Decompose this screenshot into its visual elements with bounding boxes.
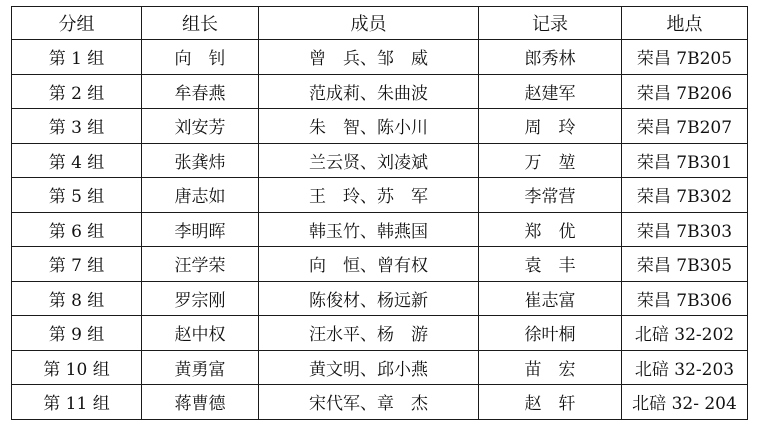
table-row <box>12 281 748 316</box>
members-cell: 范成莉、朱曲波 <box>259 74 479 109</box>
group-cell: 第 1 组 <box>12 40 142 75</box>
location-cell: 北碚 32- 204 <box>622 385 748 420</box>
members-cell: 汪水平、杨 游 <box>259 316 479 351</box>
table-row <box>12 109 748 144</box>
group-cell: 第 5 组 <box>12 178 142 213</box>
members-cell: 宋代军、章 杰 <box>259 385 479 420</box>
recorder-cell: 徐叶桐 <box>479 316 622 351</box>
table-row <box>12 40 748 75</box>
location-cell: 荣昌 7B207 <box>622 109 748 144</box>
group-cell: 第 4 组 <box>12 143 142 178</box>
header-leader: 组长 <box>142 7 259 40</box>
recorder-cell: 李常营 <box>479 178 622 213</box>
recorder-cell: 袁 丰 <box>479 247 622 282</box>
recorder-cell: 郑 优 <box>479 212 622 247</box>
recorder-cell: 赵建军 <box>479 74 622 109</box>
recorder-cell: 郎秀林 <box>479 40 622 75</box>
group-roster-table <box>11 6 748 420</box>
leader-cell: 张龚炜 <box>142 143 259 178</box>
location-cell: 北碚 32-203 <box>622 350 748 385</box>
members-cell: 王 玲、苏 军 <box>259 178 479 213</box>
location-cell: 荣昌 7B302 <box>622 178 748 213</box>
recorder-cell: 崔志富 <box>479 281 622 316</box>
location-cell: 荣昌 7B206 <box>622 74 748 109</box>
leader-cell: 向 钊 <box>142 40 259 75</box>
recorder-cell: 赵 轩 <box>479 385 622 420</box>
group-cell: 第 7 组 <box>12 247 142 282</box>
table-header <box>12 7 748 40</box>
group-cell: 第 2 组 <box>12 74 142 109</box>
header-group: 分组 <box>12 7 142 40</box>
recorder-cell: 万 堃 <box>479 143 622 178</box>
leader-cell: 唐志如 <box>142 178 259 213</box>
location-cell: 荣昌 7B301 <box>622 143 748 178</box>
header-members: 成员 <box>259 7 479 40</box>
header-row <box>12 7 748 40</box>
table-row <box>12 316 748 351</box>
members-cell: 兰云贤、刘凌斌 <box>259 143 479 178</box>
location-cell: 荣昌 7B303 <box>622 212 748 247</box>
members-cell: 陈俊材、杨远新 <box>259 281 479 316</box>
leader-cell: 蒋曹德 <box>142 385 259 420</box>
group-cell: 第 8 组 <box>12 281 142 316</box>
location-cell: 荣昌 7B205 <box>622 40 748 75</box>
group-roster-sheet <box>11 6 747 420</box>
leader-cell: 刘安芳 <box>142 109 259 144</box>
group-cell: 第 3 组 <box>12 109 142 144</box>
members-cell: 向 恒、曾有权 <box>259 247 479 282</box>
group-cell: 第 6 组 <box>12 212 142 247</box>
table-body <box>12 40 748 420</box>
leader-cell: 罗宗刚 <box>142 281 259 316</box>
group-cell: 第 11 组 <box>12 385 142 420</box>
leader-cell: 黄勇富 <box>142 350 259 385</box>
leader-cell: 牟春燕 <box>142 74 259 109</box>
leader-cell: 汪学荣 <box>142 247 259 282</box>
members-cell: 曾 兵、邹 威 <box>259 40 479 75</box>
table-row <box>12 385 748 420</box>
recorder-cell: 周 玲 <box>479 109 622 144</box>
table-row <box>12 212 748 247</box>
table-row <box>12 350 748 385</box>
members-cell: 朱 智、陈小川 <box>259 109 479 144</box>
members-cell: 韩玉竹、韩燕国 <box>259 212 479 247</box>
table-row <box>12 74 748 109</box>
group-cell: 第 10 组 <box>12 350 142 385</box>
header-location: 地点 <box>622 7 748 40</box>
header-recorder: 记录 <box>479 7 622 40</box>
members-cell: 黄文明、邱小燕 <box>259 350 479 385</box>
location-cell: 荣昌 7B306 <box>622 281 748 316</box>
table-row <box>12 143 748 178</box>
leader-cell: 李明晖 <box>142 212 259 247</box>
location-cell: 北碚 32-202 <box>622 316 748 351</box>
group-cell: 第 9 组 <box>12 316 142 351</box>
leader-cell: 赵中权 <box>142 316 259 351</box>
recorder-cell: 苗 宏 <box>479 350 622 385</box>
table-row <box>12 247 748 282</box>
location-cell: 荣昌 7B305 <box>622 247 748 282</box>
table-row <box>12 178 748 213</box>
